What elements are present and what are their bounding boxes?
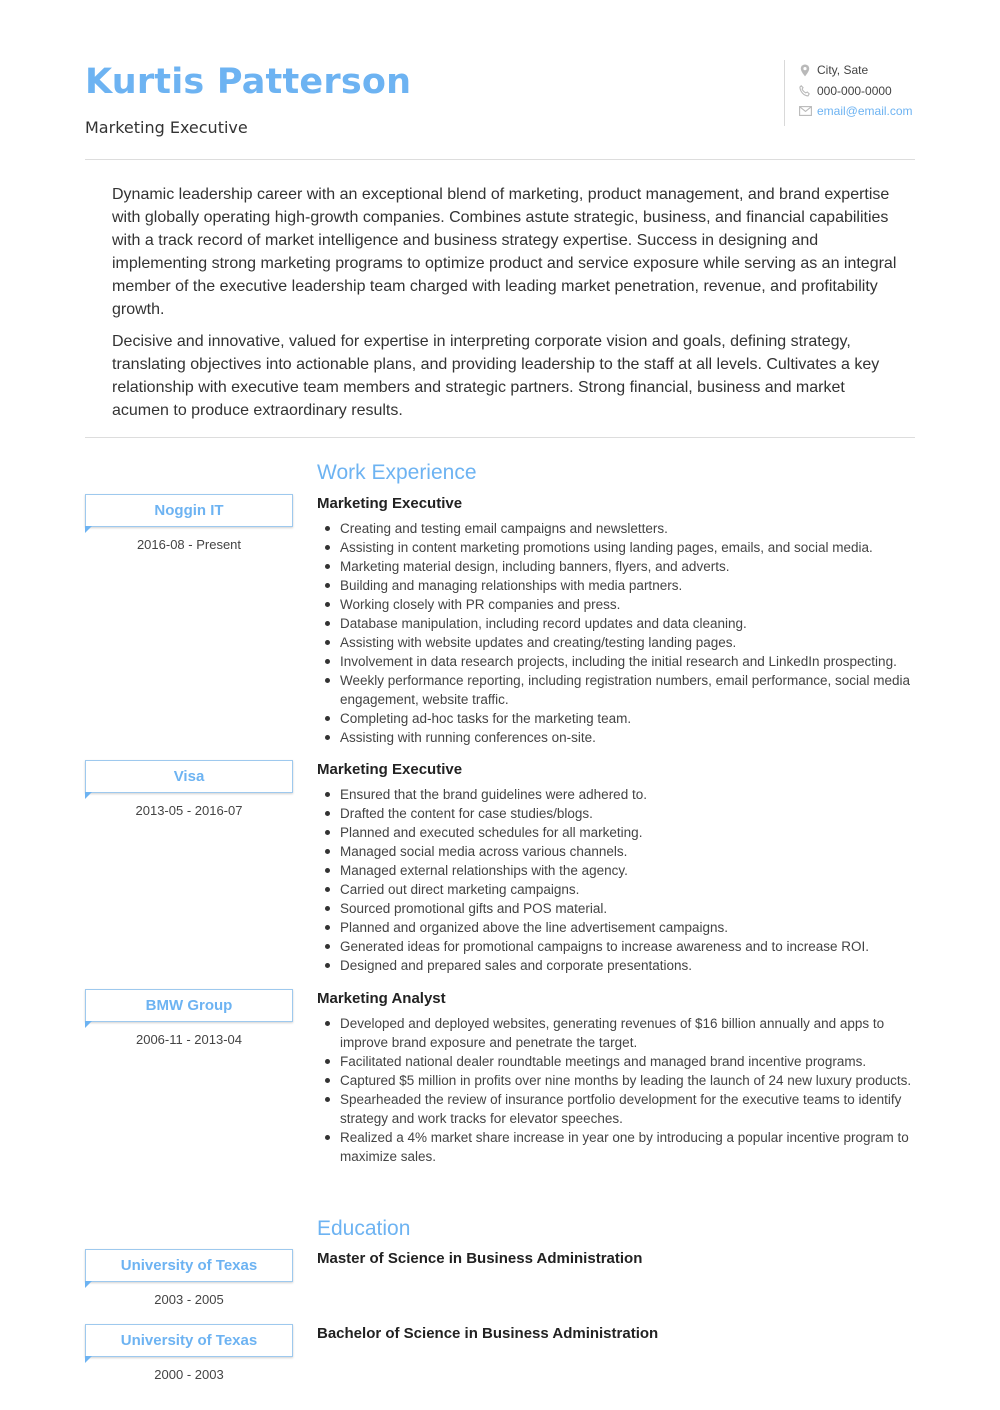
job-bullet: Creating and testing email campaigns and newsletters. [317,519,917,538]
job-bullet: Developed and deployed websites, generating revenues of $16 billion annually and apps to improve brand exposure and penetrate the target. [317,1014,917,1052]
job-bullet: Realized a 4% market share increase in year one by introducing a popular incentive program to maximize sales. [317,1128,917,1166]
job-bullet-list [317,785,917,975]
phone-icon [797,84,813,98]
company-name-box [85,989,293,1022]
job-bullet: Spearheaded the review of insurance portfolio development for the executive teams to identify strategy and work tracks for elevator speeches. [317,1090,917,1128]
education-dates: 2000 - 2003 [154,1367,224,1382]
job-bullet: Database manipulation, including record updates and data cleaning. [317,614,917,633]
job-bullet: Designed and prepared sales and corporate presentations. [317,956,917,975]
job-bullet: Ensured that the brand guidelines were adhered to. [317,785,917,804]
job-bullet: Carried out direct marketing campaigns. [317,880,917,899]
job-bullet: Completing ad-hoc tasks for the marketing team. [317,709,917,728]
company-name: Noggin IT [154,502,224,519]
job-details [317,761,917,975]
job-bullet: Drafted the content for case studies/blogs. [317,804,917,823]
job-role: Marketing Executive [317,495,463,512]
summary-paragraph: Dynamic leadership career with an exceptional blend of marketing, product management, and brand expertise with globally operating high-growth companies. Combines astute strategic, business, and financial capabilities with a track record of market intelligence and business strategy expertise. Success in designing and implementing strong marketing programs to optimize product and service exposure while serving as an integral member of the executive leadership team charged with leading market penetration, revenue, and profitability growth. [112,186,897,318]
box-tail [85,792,92,799]
job-bullet: Managed social media across various channels. [317,842,917,861]
job-bullet: Sourced promotional gifts and POS material. [317,899,917,918]
company-name-box [85,760,293,793]
education-degree: Master of Science in Business Administration [317,1250,643,1267]
candidate-name: Kurtis Patterson [85,62,412,102]
contact-phone [797,81,924,102]
job-bullet-list [317,1014,917,1166]
job-role: Marketing Executive [317,761,463,778]
job-bullet: Facilitated national dealer roundtable meetings and managed brand incentive programs. [317,1052,917,1071]
job-bullet: Captured $5 million in profits over nine months by leading the launch of 24 new luxury products. [317,1071,917,1090]
job-role: Marketing Analyst [317,990,446,1007]
education-school-block [85,1324,293,1382]
job-dates: 2016-08 - Present [136,537,242,552]
envelope-icon [797,104,813,118]
school-name: University of Texas [120,1257,258,1274]
school-name-box [85,1324,293,1357]
company-name-box [85,494,293,527]
education-degree: Bachelor of Science in Business Administration [317,1325,659,1342]
education-heading: Education [317,1217,411,1240]
company-name: Visa [173,768,205,785]
job-dates: 2013-05 - 2016-07 [135,803,243,818]
school-name: University of Texas [120,1332,258,1349]
contact-location [797,60,924,81]
box-tail [85,1356,92,1363]
job-company-block [85,760,293,818]
location-text: City, Sate [817,63,869,78]
job-bullet: Assisting with website updates and creating/testing landing pages. [317,633,917,652]
job-bullet: Weekly performance reporting, including registration numbers, email performance, social media engagement, website traffic. [317,671,917,709]
job-bullet: Planned and organized above the line advertisement campaigns. [317,918,917,937]
job-bullet: Generated ideas for promotional campaigns to increase awareness and to increase ROI. [317,937,917,956]
phone-text: 000-000-0000 [817,83,892,98]
map-pin-icon [797,63,813,77]
job-details [317,495,917,747]
job-bullet-list [317,519,917,747]
contact-email[interactable] [797,101,924,122]
job-details [317,990,917,1166]
job-company-block [85,989,293,1047]
job-bullet: Planned and executed schedules for all marketing. [317,823,917,842]
header-divider [85,159,915,160]
summary-section [112,183,902,431]
education-dates: 2003 - 2005 [154,1292,224,1307]
job-dates: 2006-11 - 2013-04 [135,1032,242,1047]
job-bullet: Assisting with running conferences on-site. [317,728,917,747]
email-link[interactable]: email@email.com [817,104,913,119]
work-experience-heading: Work Experience [317,461,477,484]
job-company-block [85,494,293,552]
summary-divider [85,437,915,438]
summary-paragraph: Decisive and innovative, valued for expertise in interpreting corporate vision and goals, defining strategy, translating objectives into actionable plans, and providing leadership to the staff at all levels. Cultivates a key relationship with executive team members and strategic partners. Strong financial, business and market acumen to produce extraordinary results. [112,333,880,419]
job-bullet: Involvement in data research projects, including the initial research and LinkedIn prospecting. [317,652,917,671]
job-bullet: Managed external relationships with the agency. [317,861,917,880]
box-tail [85,1281,92,1288]
company-name: BMW Group [145,997,233,1014]
contact-block [784,60,924,126]
job-bullet: Building and managing relationships with media partners. [317,576,917,595]
box-tail [85,1021,92,1028]
job-bullet: Marketing material design, including banners, flyers, and adverts. [317,557,917,576]
education-school-block [85,1249,293,1307]
job-bullet: Assisting in content marketing promotions using landing pages, emails, and social media. [317,538,917,557]
box-tail [85,526,92,533]
school-name-box [85,1249,293,1282]
job-bullet: Working closely with PR companies and press. [317,595,917,614]
candidate-title: Marketing Executive [85,118,248,137]
